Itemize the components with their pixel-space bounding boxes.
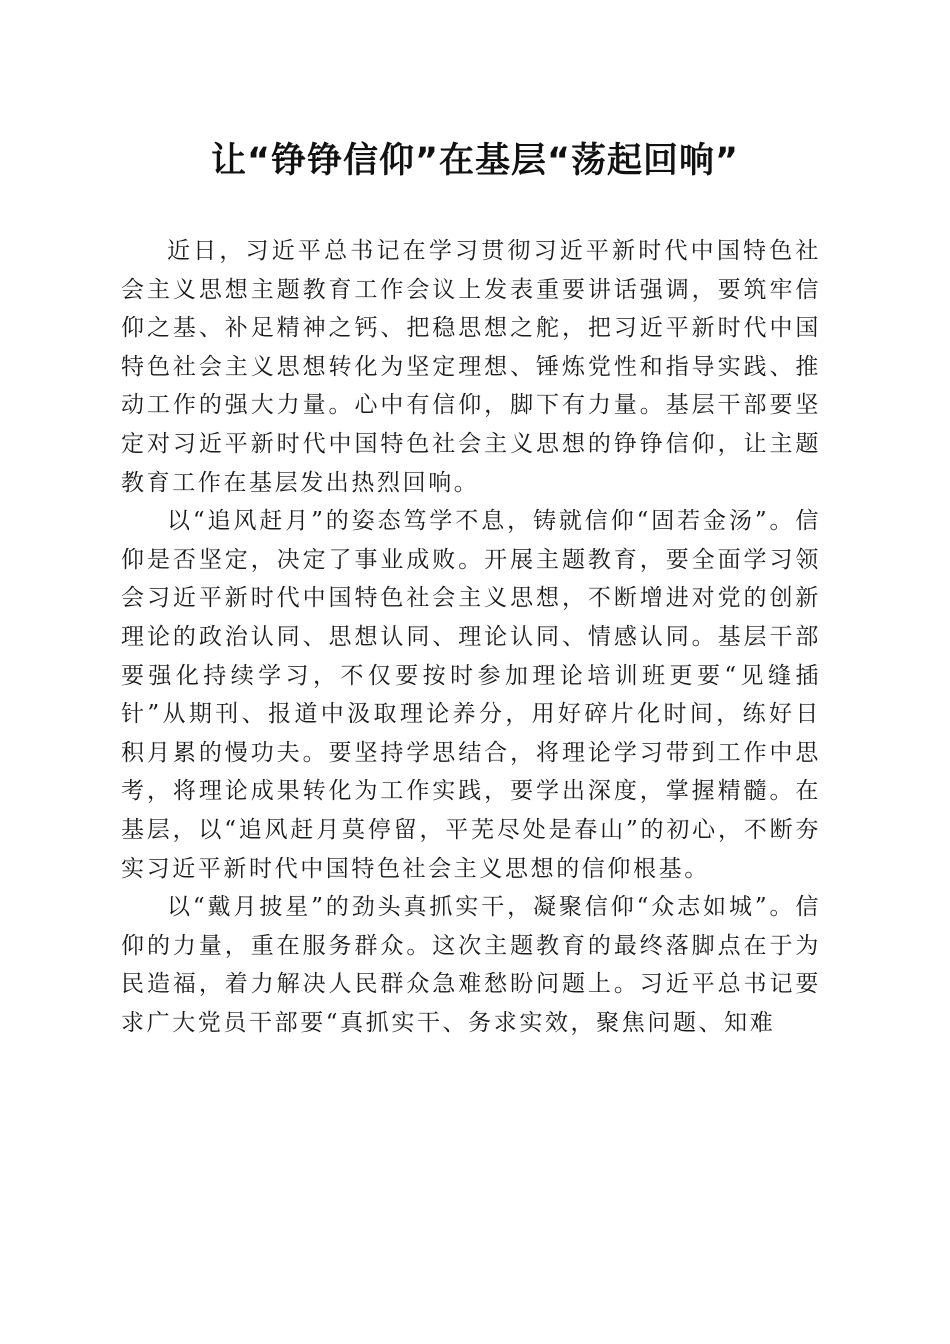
paragraph-practice: 以“戴月披星”的劲头真抓实干，凝聚信仰“众志如城”。信仰的力量，重在服务群众。这次主题教育的最终落脚点在于为民造福，着力解决人民群众急难愁盼问题上。习近平总书记要求广大党员干部要“真抓实干、务求实效，聚焦问题、知难: [121, 894, 821, 1036]
document-title: 让“铮铮信仰”在基层“荡起回响”: [210, 141, 739, 181]
paragraph-study: 以“追风赶月”的姿态笃学不息，铸就信仰“固若金汤”。信仰是否坚定，决定了事业成败。开展主题教育，要全面学习领会习近平新时代中国特色社会主义思想，不断增进对党的创新理论的政治认同、思想认同、理论认同、情感认同。基层干部要强化持续学习，不仅要按时参加理论培训班更要“见缝插针”从期刊、报道中汲取理论养分，用好碎片化时间，练好日积月累的慢功夫。要坚持学思结合，将理论学习带到工作中思考，将理论成果转化为工作实践，要学出深度，掌握精髓。在基层，以“追风赶月莫停留，平芜尽处是春山”的初心，不断夯实习近平新时代中国特色社会主义思想的信仰根基。: [121, 508, 821, 882]
paragraph-intro: 近日，习近平总书记在学习贯彻习近平新时代中国特色社会主义思想主题教育工作会议上发表重要讲话强调，要筑牢信仰之基、补足精神之钙、把稳思想之舵，把习近平新时代中国特色社会主义思想转化为坚定理想、锤炼党性和指导实践、推动工作的强大力量。心中有信仰，脚下有力量。基层干部要坚定对习近平新时代中国特色社会主义思想的铮铮信仰，让主题教育工作在基层发出热烈回响。: [121, 238, 821, 496]
document-body: [121, 232, 821, 1042]
